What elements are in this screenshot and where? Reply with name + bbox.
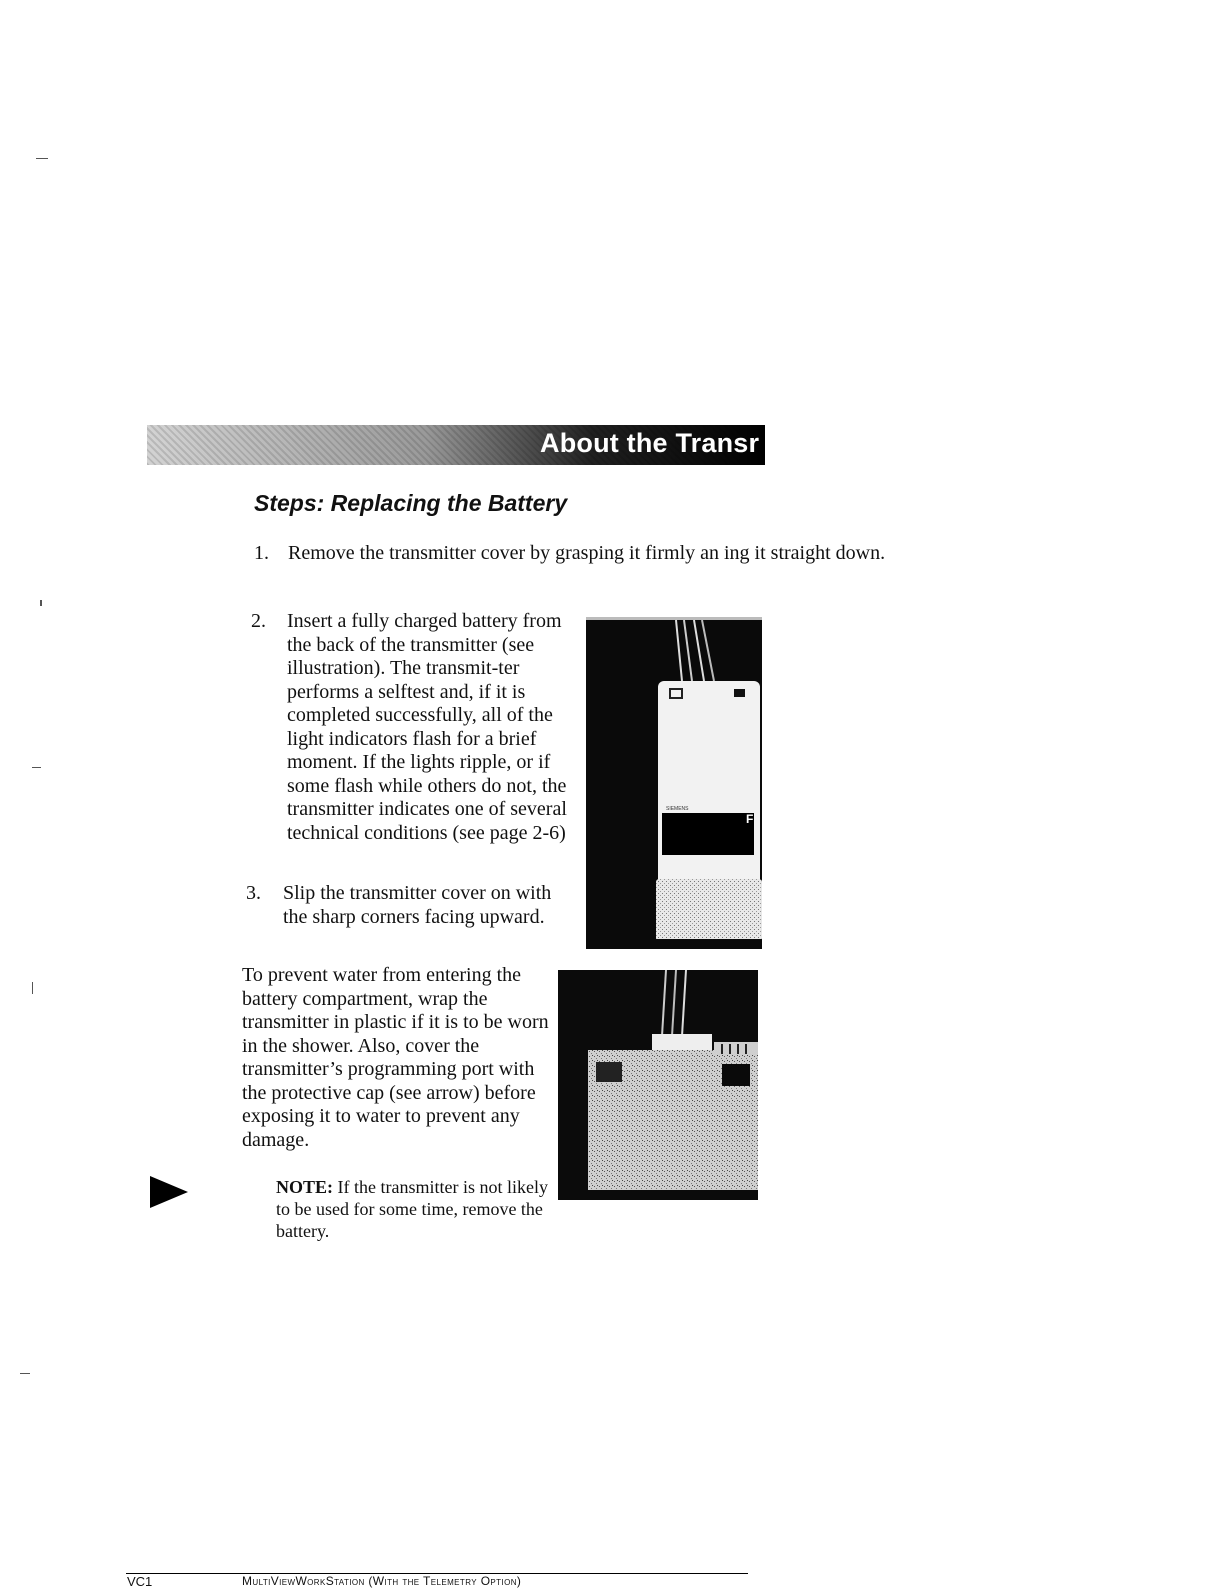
step-text: Slip the transmitter cover on with the sharp corners facing upward. [283, 882, 552, 928]
scan-speck [40, 600, 42, 606]
note-block [276, 1176, 556, 1242]
transmitter-photo-drawing [586, 617, 762, 949]
scan-speck [20, 1373, 30, 1374]
transmitter-photo [586, 617, 762, 949]
banner-title: About the Transr [540, 428, 760, 458]
step-text: Remove the transmitter cover by grasping it firmly an ing it straight down. [288, 542, 886, 564]
footer-page-code: VC1 [127, 1574, 153, 1589]
note-arrow-icon [150, 1176, 188, 1208]
scan-speck [36, 158, 48, 159]
brand-label: SIEMENS [666, 806, 689, 812]
note-text: If the transmitter is not likely to be used for some time, remove the battery. [276, 1177, 548, 1241]
water-warning-paragraph: To prevent water from entering the battery compartment, wrap the transmitter in plastic if it is to be worn in the shower. Also, cover the transmitter’s programming port with the protective cap (see arrow) before exposing it to water to prevent any damage. [242, 964, 549, 1151]
step-number: 2. [251, 610, 266, 632]
protective-cap-photo [558, 970, 758, 1200]
footer-document-title: MultiViewWorkStation (With the Telemetry Option) [242, 1574, 522, 1588]
step-number: 3. [246, 882, 261, 904]
step-number: 1. [254, 542, 269, 564]
protective-cap-photo-drawing [558, 970, 758, 1200]
section-heading: Steps: Replacing the Battery [254, 490, 568, 516]
scan-speck [32, 767, 41, 768]
note-label: NOTE: [276, 1177, 334, 1197]
step-text: Insert a fully charged battery from the back of the transmitter (see illustration). The transmit-ter performs a selftest and, if it is completed successfully, all of the light indicators flash for a brief moment. If the lights ripple, or if some flash while others do not, the transmitter indicates one of several technical conditions (see page 2-6) [287, 610, 567, 844]
section-banner [147, 425, 765, 465]
edge-letter: F [746, 812, 754, 826]
scan-speck [32, 982, 33, 994]
